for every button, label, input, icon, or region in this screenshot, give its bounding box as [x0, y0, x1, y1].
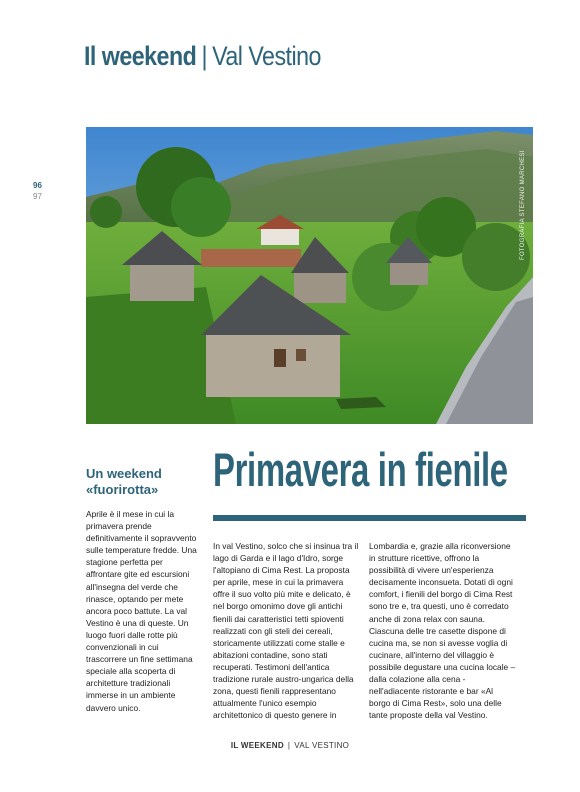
footer-section: VAL VESTINO [294, 741, 350, 750]
article-column-1: In val Vestino, solco che si insinua tra il lago di Garda e il lago d'Idro, sorge l'altopiano di Cima Rest. La proposta per aprile, mese in cui la primavera offre il suo volto più mite e delicato, è nel borgo omonimo dove gli antichi fienili dai caratteristici tetti spioventi realizzati con gli steli dei cereali, storicamente utilizzati come stalle e abitazioni contadine, sono stati recuperati. Testimoni dell'antica tradizione rurale austro-ungarica della zona, questi fienili rappresentano attualmente l'unico esempio architettonico di questo genere in [213, 541, 359, 721]
article-headline: Primavera in fienile [213, 443, 508, 496]
hero-photo [86, 127, 533, 424]
sidebar-title-line1: Un weekend [86, 466, 162, 481]
sidebar-text: Aprile è il mese in cui la primavera prende definitivamente il sopravvento sulle temperature fredde. Una stagione perfetta per affrontare gite ed escursioni all'insegna del verde che rinasce, optando per mete ancora poco battute. La val Vestino è una di queste. Un luogo fuori dalle rotte più convenzionali in cui trascorrere un fine settimana speciale alla scoperta di architetture tradizionali immerse in un ambiente davvero unico. [86, 509, 197, 713]
article-column-2: Lombardia e, grazie alla riconversione in strutture ricettive, offrono la possibilità di vivere un'esperienza decisamente inconsueta. Dotati di ogni comfort, i fienili del borgo di Cima Rest sono tre e, tra questi, uno è corredato anche di zona relax con sauna. Ciascuna delle tre casette dispone di cucina ma, se non si avesse voglia di cucinare, all'interno del villaggio è possibile degustare una cucina locale – dalla colazione alla cena - nell'adiacente ristorante e bar «Al borgo di Cima Rest», solo una delle tante proposte della val Vestino. [369, 541, 516, 721]
photo-credit-text: FOTOGRAFIA STEFANO MARCHESI [520, 150, 526, 260]
page-number-current: 96 [33, 181, 42, 190]
page-numbers [33, 180, 42, 202]
headline-rule [213, 515, 526, 521]
header-separator: | [201, 41, 207, 71]
section-name: Il weekend [84, 41, 197, 71]
sidebar-title-line2: «fuorirotta» [86, 482, 159, 497]
footer-separator: | [287, 741, 291, 750]
footer-magazine: IL WEEKEND [230, 741, 284, 750]
photo-credit [520, 140, 528, 260]
header-place: Val Vestino [212, 41, 321, 71]
village-landscape-image [86, 127, 533, 424]
sidebar-title [86, 466, 196, 498]
page-footer [0, 741, 580, 750]
page-number-next: 97 [33, 192, 42, 201]
section-header [84, 38, 321, 74]
